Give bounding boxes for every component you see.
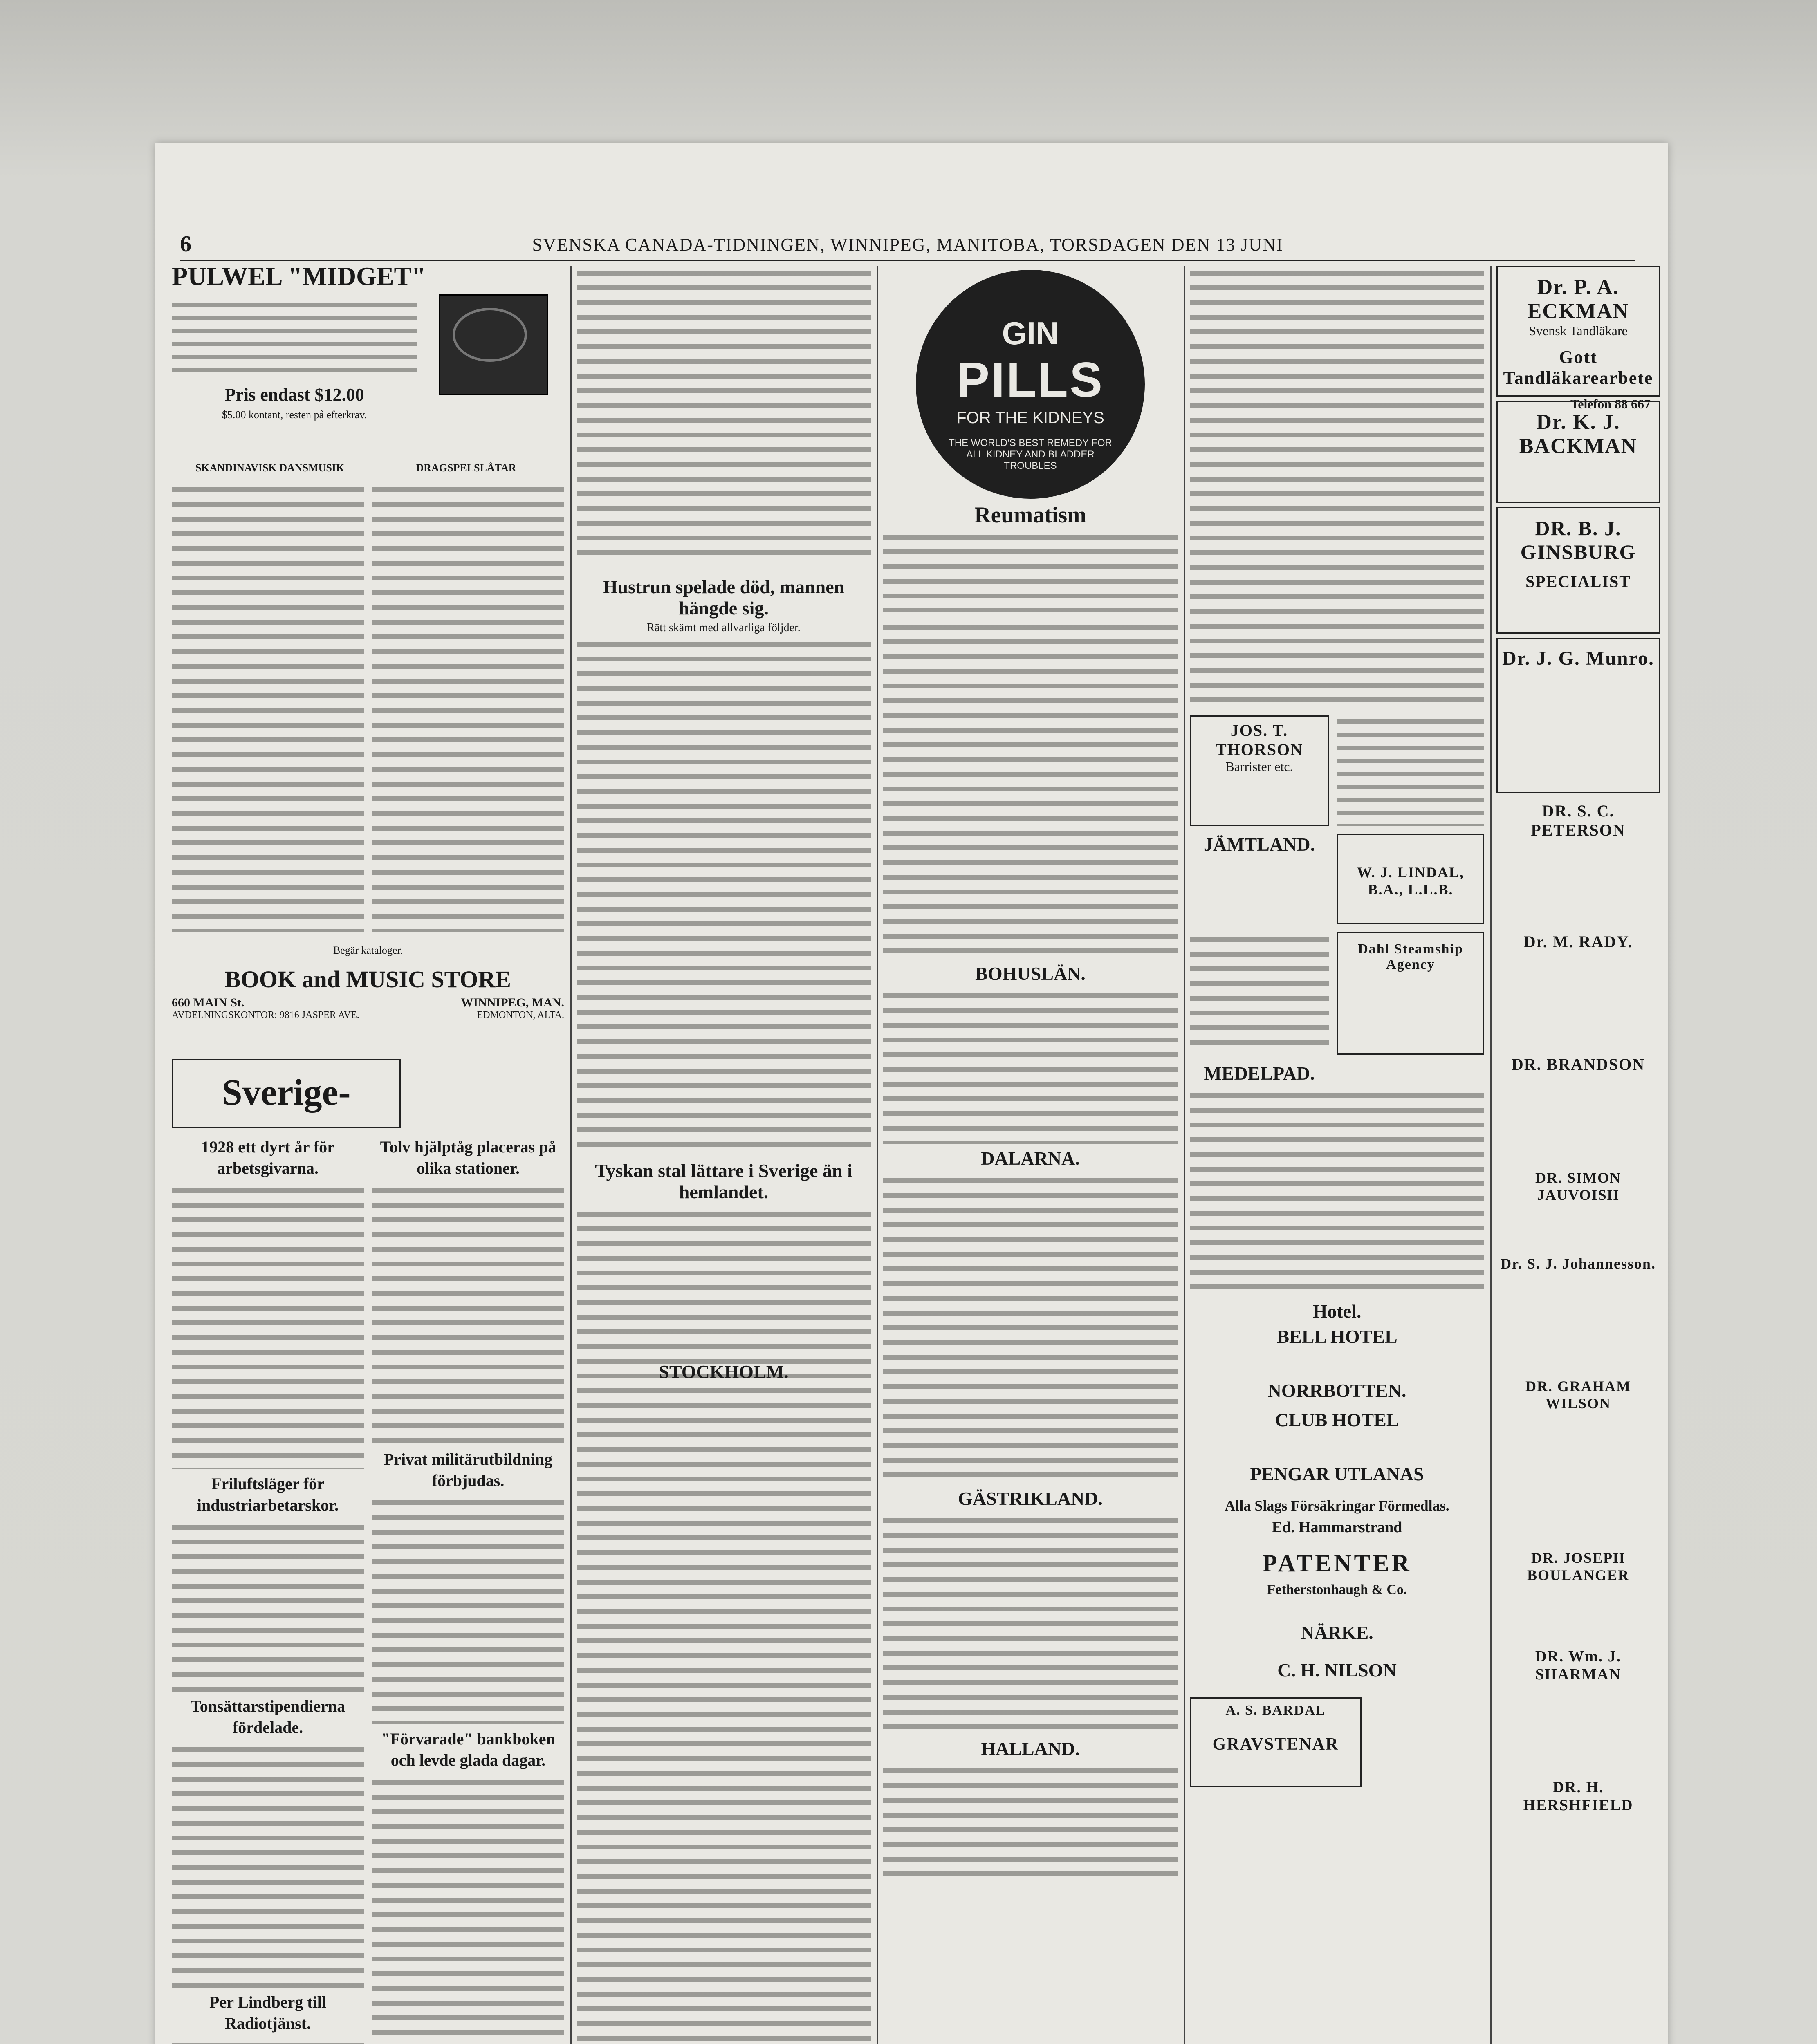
headline-hustrun: Hustrun spelade död, mannen hängde sig.	[603, 576, 845, 619]
article-body	[1337, 715, 1484, 826]
column-rule	[570, 266, 572, 2044]
section-title: Sverige-	[222, 1072, 351, 1113]
ad-text	[172, 298, 417, 380]
column-5	[1496, 266, 1660, 2044]
eckman-slogan: Gott Tandläkarearbete	[1503, 347, 1653, 388]
article-body	[172, 2038, 364, 2044]
headline-tonsattar: Tonsättarstipendierna fördelade.	[190, 1697, 345, 1737]
pill-word: PILLS	[956, 352, 1104, 407]
article-body	[372, 1775, 564, 2044]
headline-1928: 1928 ett dyrt år för arbetsgivarna.	[201, 1138, 334, 1177]
munro-card	[1496, 638, 1660, 793]
stockholm-block	[577, 1361, 871, 1383]
headline-stockholm: STOCKHOLM.	[659, 1361, 789, 1382]
headline-privat: Privat militärutbildning förbjudas.	[384, 1450, 553, 1490]
page-number: 6	[180, 231, 192, 257]
lindal-name: W. J. LINDAL, B.A., L.L.B.	[1357, 864, 1464, 898]
rady-name: Dr. M. RADY.	[1523, 932, 1633, 951]
phonograph-ad	[172, 266, 564, 458]
page-header	[180, 231, 1635, 261]
pill-brand: GIN	[1002, 315, 1059, 351]
eckman-name: Dr. P. A. ECKMAN	[1527, 276, 1629, 323]
headline-dalarna: DALARNA.	[981, 1148, 1080, 1169]
eckman-card	[1496, 266, 1660, 411]
article-body	[883, 530, 1178, 612]
store-city: WINNIPEG, MAN.	[461, 996, 564, 1009]
bardal-card	[1190, 1697, 1362, 1787]
hershfield-card	[1496, 1778, 1660, 1860]
ad-terms: $5.00 kontant, resten på efterkrav.	[222, 409, 367, 421]
headline-hustrun-sub: Rätt skämt med allvarliga följder.	[647, 621, 801, 634]
headline-gastrikland: GÄSTRIKLAND.	[958, 1488, 1103, 1509]
column-rule	[1184, 266, 1185, 2044]
ad-price: Pris endast $12.00	[224, 385, 364, 405]
article-body	[577, 637, 871, 1148]
news-column-b	[372, 1136, 564, 2044]
johannesson-card	[1496, 1255, 1660, 1378]
sharman-name: DR. Wm. J. SHARMAN	[1535, 1648, 1622, 1683]
article-body	[172, 1520, 364, 1692]
catalog-note: Begär kataloger.	[333, 944, 403, 956]
column-1	[172, 266, 564, 2044]
record-list	[172, 462, 564, 936]
backman-name: Dr. K. J. BACKMAN	[1519, 410, 1638, 458]
hershfield-name: DR. H. HERSHFIELD	[1523, 1779, 1633, 1814]
munro-name: Dr. J. G. Munro.	[1502, 648, 1655, 669]
backman-card	[1496, 401, 1660, 503]
jauvoish-card	[1496, 1169, 1660, 1255]
column-rule	[877, 266, 878, 2044]
dahl-name: Dahl Steamship Agency	[1358, 941, 1463, 972]
gravstenar: GRAVSTENAR	[1212, 1735, 1339, 1754]
headline-norrbotten: NORRBOTTEN.	[1267, 1380, 1406, 1401]
headline-medelpad: MEDELPAD.	[1204, 1063, 1315, 1084]
hammarstrand: Ed. Hammarstrand	[1272, 1519, 1402, 1536]
thorson-name: JOS. T. THORSON	[1215, 721, 1303, 759]
section-banner	[172, 1059, 401, 1128]
store-branch: AVDELNINGSKONTOR: 9816 JASPER AVE.	[172, 1010, 359, 1020]
headline-tyskan: Tyskan stal lättare i Sverige än i hemlandet.	[595, 1160, 852, 1202]
headline-forvarade: "Förvarade" bankboken och levde glada dagar.	[381, 1730, 555, 1769]
gin-pills-ad-image	[916, 270, 1145, 499]
thorson-card	[1190, 715, 1329, 826]
ginsburg-card	[1496, 507, 1660, 634]
column-2	[577, 266, 871, 2044]
headline-bohuslan: BOHUSLÄN.	[975, 963, 1086, 984]
store-block	[172, 969, 564, 1055]
article-body	[372, 1183, 564, 1445]
newspaper-page	[155, 143, 1668, 2044]
peterson-card	[1496, 801, 1660, 932]
pengar-utlanas: PENGAR UTLANAS	[1250, 1464, 1424, 1484]
sharman-card	[1496, 1647, 1660, 1778]
store-address: 660 MAIN St.	[172, 996, 245, 1009]
column-3	[883, 266, 1178, 2044]
pill-slogan: THE WORLD'S BEST REMEDY FOR ALL KIDNEY AND BLADDER TROUBLES	[949, 437, 1112, 471]
peterson-name: DR. S. C. PETERSON	[1531, 802, 1626, 839]
article-body	[372, 1495, 564, 1724]
article-body	[883, 1513, 1178, 1734]
store-branch-city: EDMONTON, ALTA.	[477, 1010, 564, 1020]
phonograph-image	[439, 294, 548, 395]
ad-title: PULWEL "MIDGET"	[172, 266, 426, 291]
hotel-title: Hotel.	[1312, 1301, 1362, 1322]
record-list-left	[172, 482, 364, 932]
headline-reumatism: Reumatism	[974, 502, 1086, 528]
fetherstonhaugh: Fetherstonhaugh & Co.	[1267, 1582, 1407, 1597]
boulanger-name: DR. JOSEPH BOULANGER	[1527, 1550, 1630, 1583]
ginsburg-name: DR. B. J. GINSBURG	[1520, 517, 1636, 563]
brandson-card	[1496, 1055, 1660, 1169]
nilson-name: C. H. NILSON	[1277, 1660, 1397, 1681]
article-body	[172, 1742, 364, 1988]
headline-halland: HALLAND.	[981, 1738, 1080, 1759]
article-body	[883, 988, 1178, 1144]
masthead: SVENSKA CANADA-TIDNINGEN, WINNIPEG, MANITOBA, TORSDAGEN DEN 13 JUNI	[532, 235, 1283, 255]
club-hotel: CLUB HOTEL	[1275, 1410, 1399, 1430]
jauvoish-name: DR. SIMON JAUVOISH	[1535, 1170, 1621, 1203]
bardal-name: A. S. BARDAL	[1225, 1703, 1326, 1718]
lindal-card	[1337, 834, 1484, 924]
boulanger-card	[1496, 1549, 1660, 1647]
article-body	[1190, 932, 1329, 1055]
forsakringar: Alla Slags Försäkringar Förmedlas.	[1225, 1497, 1449, 1514]
headline-jamtland: JÄMTLAND.	[1203, 834, 1315, 855]
record-list-right	[372, 482, 564, 932]
article-body	[883, 1764, 1178, 1886]
headline-friluft: Friluftsläger för industriarbetarskor.	[197, 1475, 339, 1514]
column-4	[1190, 266, 1484, 2044]
rady-card	[1496, 932, 1660, 1055]
store-name: BOOK and MUSIC STORE	[225, 969, 511, 993]
wilson-card	[1496, 1378, 1660, 1549]
article-body	[1190, 1088, 1484, 1293]
dahl-card	[1337, 932, 1484, 1055]
record-heading: SKANDINAVISK DANSMUSIK	[195, 462, 345, 474]
thorson-title: Barrister etc.	[1225, 759, 1293, 774]
eckman-title: Svensk Tandläkare	[1529, 323, 1628, 338]
news-column-a	[172, 1136, 364, 2044]
johannesson-name: Dr. S. J. Johannesson.	[1501, 1255, 1656, 1272]
article-body	[1190, 266, 1484, 707]
headline-tolv: Tolv hjälptåg placeras på olika stationer.	[380, 1138, 556, 1177]
article-body	[577, 266, 871, 564]
bell-hotel: BELL HOTEL	[1276, 1326, 1398, 1347]
brandson-name: DR. BRANDSON	[1511, 1055, 1645, 1074]
eckman-phone: Telefon 88 667	[1570, 397, 1651, 411]
ginsburg-spec: SPECIALIST	[1525, 572, 1631, 591]
article-body	[577, 1207, 871, 2044]
headline-lindberg: Per Lindberg till Radiotjänst.	[209, 1993, 326, 2033]
record-subheading: DRAGSPELSLÅTAR	[416, 462, 516, 474]
article-body	[172, 1183, 364, 1469]
headline-narke: NÄRKE.	[1301, 1622, 1373, 1643]
patenter: PATENTER	[1262, 1550, 1412, 1577]
article-body	[883, 1173, 1178, 1484]
column-rule	[1490, 266, 1492, 2044]
article-body	[883, 620, 1178, 955]
pill-for: FOR THE KIDNEYS	[956, 409, 1104, 427]
wilson-name: DR. GRAHAM WILSON	[1525, 1378, 1631, 1412]
